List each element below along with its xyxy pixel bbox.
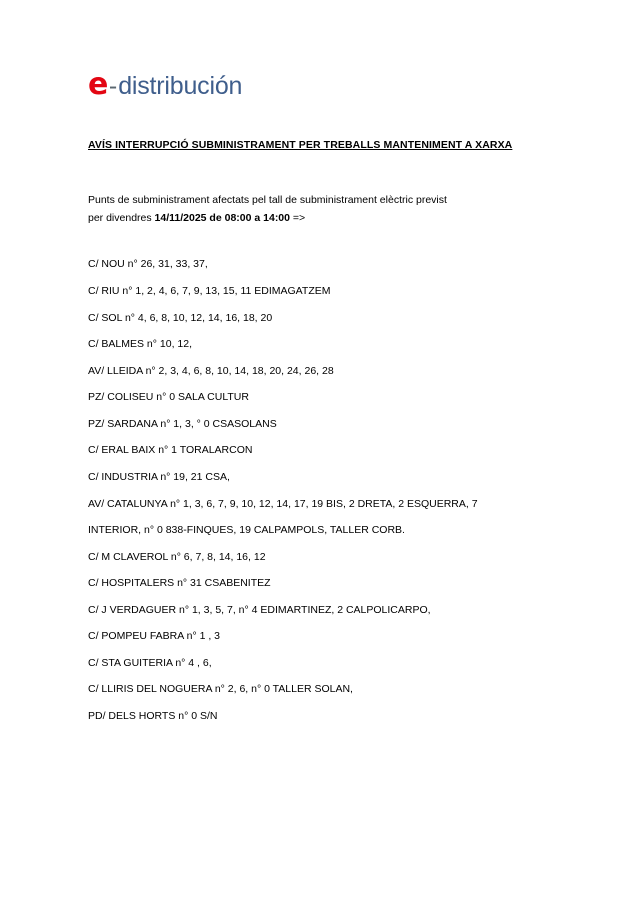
intro-line-1: Punts de subministrament afectats pel tall de subministrament elèctric previst <box>88 193 447 206</box>
intro-line-2-prefix: per divendres <box>88 212 155 225</box>
list-item: AV/ LLEIDA n° 2, 3, 4, 6, 8, 10, 14, 18, 20, 24, 26, 28 <box>88 364 334 377</box>
affected-addresses-list <box>88 257 558 723</box>
list-item: INTERIOR, n° 0 838-FINQUES, 19 CALPAMPOLS, TALLER CORB. <box>88 524 405 537</box>
list-item: C/ BALMES n° 10, 12, <box>88 338 193 351</box>
logo-e-mark: e <box>88 67 108 102</box>
brand-logo <box>88 67 243 102</box>
list-item: C/ NOU n° 26, 31, 33, 37, <box>88 258 208 271</box>
list-item: C/ M CLAVEROL n° 6, 7, 8, 14, 16, 12 <box>88 550 266 563</box>
list-item: C/ HOSPITALERS n° 31 CSABENITEZ <box>88 577 271 590</box>
list-item: C/ RIU n° 1, 2, 4, 6, 7, 9, 13, 15, 11 EDIMAGATZEM <box>88 285 331 297</box>
intro-line-2-suffix: => <box>290 212 306 225</box>
list-item: C/ J VERDAGUER n° 1, 3, 5, 7, n° 4 EDIMARTINEZ, 2 CALPOLICARPO, <box>88 603 431 616</box>
intro-paragraph <box>88 191 558 228</box>
list-item: PZ/ SARDANA n° 1, 3, ° 0 CSASOLANS <box>88 417 277 430</box>
list-item: AV/ CATALUNYA n° 1, 3, 6, 7, 9, 10, 12, 14, 17, 19 BIS, 2 DRETA, 2 ESQUERRA, 7 <box>88 497 478 510</box>
list-item: C/ ERAL BAIX n° 1 TORALARCON <box>88 444 253 457</box>
list-item: PZ/ COLISEU n° 0 SALA CULTUR <box>88 391 249 404</box>
page-title: AVÍS INTERRUPCIÓ SUBMINISTRAMENT PER TREBALLS MANTENIMENT A XARXA <box>88 139 513 151</box>
outage-datetime: 14/11/2025 de 08:00 a 14:00 <box>154 212 290 225</box>
list-item: C/ SOL n° 4, 6, 8, 10, 12, 14, 16, 18, 20 <box>88 311 273 324</box>
list-item: C/ INDUSTRIA n° 19, 21 CSA, <box>88 470 230 483</box>
list-item: C/ POMPEU FABRA n° 1 , 3 <box>88 630 220 643</box>
logo-wordmark: distribución <box>118 72 243 100</box>
logo-separator: - <box>108 72 118 100</box>
list-item: C/ STA GUITERIA n° 4 , 6, <box>88 656 212 669</box>
list-item: PD/ DELS HORTS n° 0 S/N <box>88 710 218 722</box>
document-content <box>88 138 558 736</box>
list-item: C/ LLIRIS DEL NOGUERA n° 2, 6, n° 0 TALLER SOLAN, <box>88 683 353 696</box>
